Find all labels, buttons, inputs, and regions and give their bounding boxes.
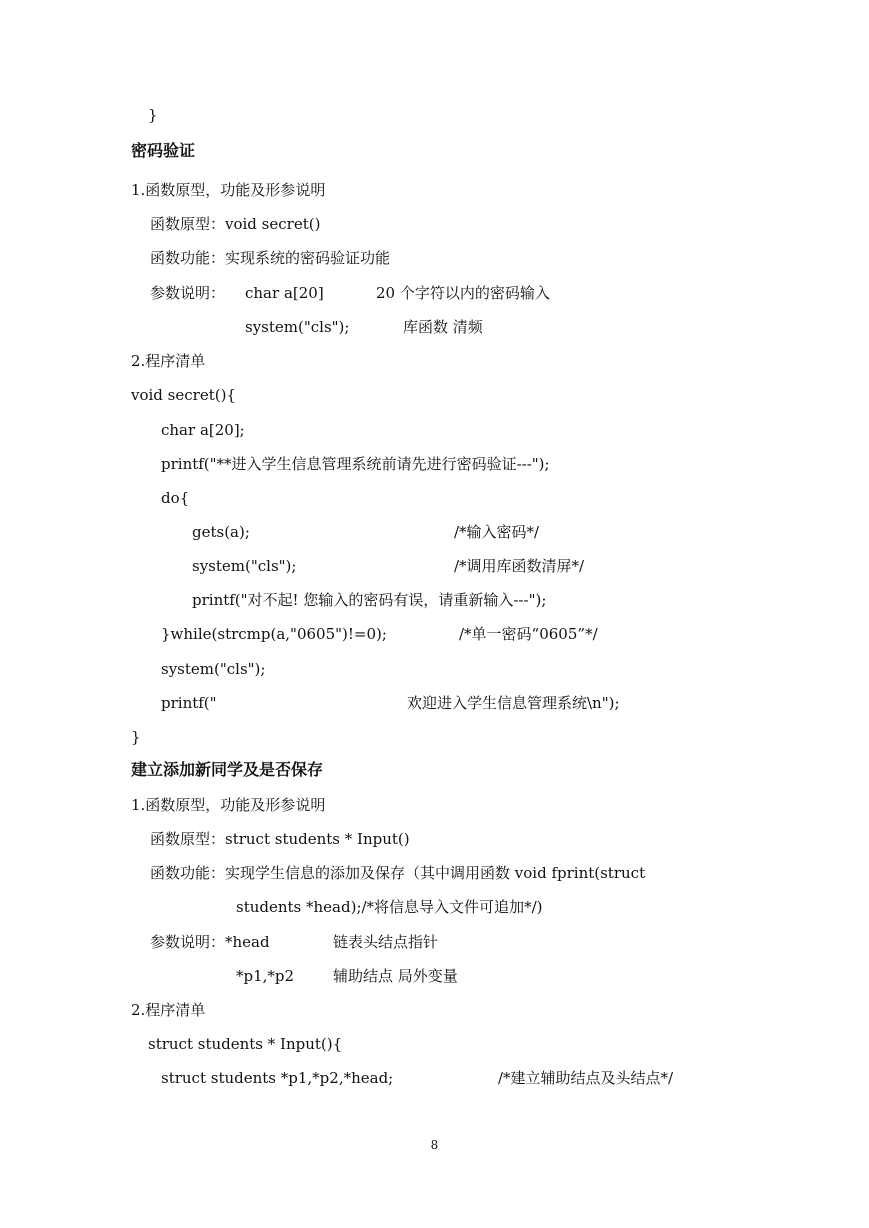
- prototype-line: 函数原型：struct students * Input(): [150, 830, 410, 848]
- params-label: 参数说明：: [150, 284, 226, 302]
- param-desc: 辅助结点 局外变量: [333, 967, 458, 985]
- code-line: system("cls");: [192, 557, 297, 575]
- code-line: void secret(){: [131, 386, 236, 404]
- code-line: gets(a);: [192, 523, 250, 541]
- code-line: 欢迎进入学生信息管理系统\n");: [407, 694, 620, 712]
- section-heading-input: 建立添加新同学及是否保存: [131, 760, 324, 779]
- code-line: do{: [161, 489, 190, 507]
- code-line: printf("对不起! 您输入的密码有误，请重新输入---");: [192, 591, 547, 609]
- subheading-listing: 2.程序清单: [131, 352, 206, 370]
- code-line: struct students *p1,*p2,*head;: [161, 1069, 394, 1087]
- subheading-listing: 2.程序清单: [131, 1001, 206, 1019]
- code-line: struct students * Input(){: [148, 1035, 343, 1053]
- closing-brace: }: [148, 106, 158, 124]
- code-comment: /*建立辅助结点及头结点*/: [498, 1069, 674, 1087]
- code-comment: /*调用库函数清屏*/: [454, 557, 585, 575]
- code-line: char a[20];: [161, 421, 245, 439]
- param-desc: 链表头结点指针: [333, 933, 439, 951]
- code-comment: /*输入密码*/: [454, 523, 540, 541]
- subheading-prototype: 1.函数原型，功能及形参说明: [131, 796, 326, 814]
- code-comment: /*单一密码“0605”*/: [459, 625, 598, 643]
- code-line: printf("**进入学生信息管理系统前请先进行密码验证---");: [161, 455, 550, 473]
- params-label: 参数说明：*head: [150, 933, 270, 951]
- param-desc: 20 个字符以内的密码输入: [376, 284, 550, 302]
- subheading-prototype: 1.函数原型，功能及形参说明: [131, 181, 326, 199]
- code-line: printf(": [161, 694, 217, 712]
- function-line: 函数功能：实现学生信息的添加及保存（其中调用函数 void fprint(struct: [150, 864, 646, 882]
- page-number: 8: [430, 1138, 439, 1152]
- function-line: 函数功能：实现系统的密码验证功能: [150, 249, 391, 267]
- code-line: }while(strcmp(a,"0605")!=0);: [161, 625, 387, 643]
- code-line: system("cls");: [161, 660, 266, 678]
- param-name: *p1,*p2: [236, 967, 295, 985]
- param-desc: 库函数 清频: [403, 318, 483, 336]
- prototype-line: 函数原型：void secret(): [150, 215, 321, 233]
- function-line-cont: students *head);/*将信息导入文件可追加*/): [236, 898, 543, 916]
- code-line: }: [131, 728, 141, 746]
- param-name: char a[20]: [245, 284, 324, 302]
- param-name: system("cls");: [245, 318, 350, 336]
- section-heading-password: 密码验证: [131, 141, 196, 160]
